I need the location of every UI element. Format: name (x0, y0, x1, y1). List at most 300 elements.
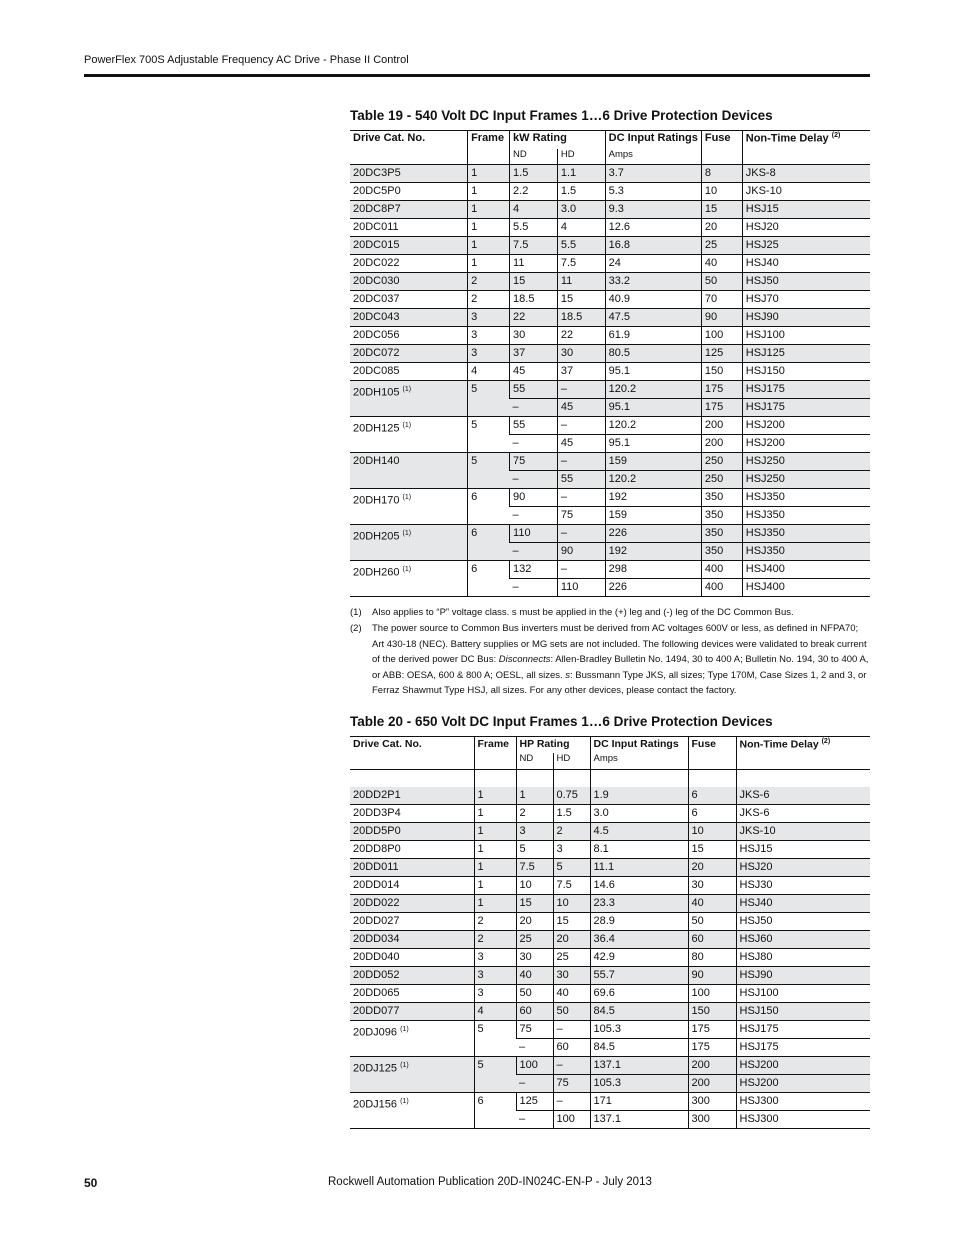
cell-fuse: 6 (688, 787, 736, 805)
fn2-part-b: : Allen-Bradley Bulletin No. 1494, 30 to 400 A; Bulletin No. 194, 30 to 400 A, or ABB: OESA, 600 & 800 A; OESL, all sizes. (372, 654, 869, 681)
cell-nd: 100 (516, 1057, 553, 1075)
footnote-ref: (2) (821, 738, 831, 745)
cell-non-time-delay: HSJ70 (742, 291, 870, 309)
cell-amps: 5.3 (605, 183, 701, 201)
cell-fuse: 100 (688, 985, 736, 1003)
cell-frame: 5 (468, 381, 510, 417)
col-header-non-time-delay (742, 131, 870, 150)
cell-hd: 110 (557, 579, 605, 597)
cell-nd: 25 (516, 931, 553, 949)
cell-nd: 2.2 (510, 183, 558, 201)
cell-fuse: 90 (688, 967, 736, 985)
cell-amps: 9.3 (605, 201, 701, 219)
cat-no: 20DD2P1 (353, 789, 401, 801)
cat-no: 20DH140 (353, 455, 400, 467)
cell-frame: 1 (468, 165, 510, 183)
cell-frame: 1 (468, 255, 510, 273)
cell-non-time-delay: HSJ90 (742, 309, 870, 327)
cat-no: 20DC030 (353, 275, 400, 287)
cell-nd: 20 (516, 913, 553, 931)
cell-fuse: 60 (688, 931, 736, 949)
cell-drive-cat-no (350, 985, 474, 1003)
cell-hd: 11 (557, 273, 605, 291)
table-row (350, 859, 870, 877)
cell-amps: 11.1 (590, 859, 688, 877)
subheader-blank (350, 753, 474, 770)
footnote-2-text (372, 621, 872, 699)
table-row (350, 1057, 870, 1075)
cell-fuse: 30 (688, 877, 736, 895)
cell-amps: 226 (605, 579, 701, 597)
cell-non-time-delay: HSJ350 (742, 525, 870, 543)
table-row (350, 823, 870, 841)
cell-frame: 1 (474, 787, 516, 805)
cell-nd: 1.5 (510, 165, 558, 183)
table-20-body (350, 787, 870, 1129)
subheader-blank (742, 149, 870, 165)
cell-hd: – (557, 561, 605, 579)
cell-fuse: 200 (701, 417, 742, 435)
subheader-hd: HD (553, 753, 590, 770)
cell-drive-cat-no (350, 291, 468, 309)
header-spacer-row (350, 770, 870, 788)
cell-amps: 120.2 (605, 381, 701, 399)
cell-non-time-delay: HSJ350 (742, 489, 870, 507)
cell-fuse: 15 (688, 841, 736, 859)
cell-fuse: 350 (701, 489, 742, 507)
cell-fuse: 350 (701, 525, 742, 543)
cell-hd: 10 (553, 895, 590, 913)
cell-nd: 37 (510, 345, 558, 363)
cell-non-time-delay: HSJ300 (736, 1111, 870, 1129)
cell-nd: 18.5 (510, 291, 558, 309)
cat-no: 20DD8P0 (353, 843, 401, 855)
cell-hd: 100 (553, 1111, 590, 1129)
cell-amps: 24 (605, 255, 701, 273)
cat-no: 20DC022 (353, 257, 400, 269)
cell-amps: 14.6 (590, 877, 688, 895)
subheader-amps: Amps (605, 149, 701, 165)
cell-non-time-delay: HSJ175 (742, 399, 870, 417)
footnote-ref: (1) (400, 1026, 409, 1033)
cell-fuse: 125 (701, 345, 742, 363)
cat-no: 20DH205 (353, 530, 400, 543)
cell-amps: 171 (590, 1093, 688, 1111)
cell-hd: 25 (553, 949, 590, 967)
cell-fuse: 350 (701, 543, 742, 561)
subheader-blank (688, 753, 736, 770)
cell-drive-cat-no (350, 913, 474, 931)
cell-hd: 40 (553, 985, 590, 1003)
cell-non-time-delay: HSJ175 (736, 1039, 870, 1057)
table-row (350, 805, 870, 823)
cell-amps: 159 (605, 453, 701, 471)
table-20 (350, 736, 870, 1129)
cat-no: 20DH170 (353, 494, 400, 507)
footnote-ref: (1) (402, 386, 412, 393)
cell-nd: 110 (510, 525, 558, 543)
cell-amps: 4.5 (590, 823, 688, 841)
table-19 (350, 130, 870, 597)
cell-nd: – (510, 471, 558, 489)
cat-no: 20DD022 (353, 897, 400, 909)
cell-drive-cat-no (350, 381, 468, 417)
table-row (350, 165, 870, 183)
cell-frame: 1 (468, 201, 510, 219)
cell-non-time-delay: HSJ125 (742, 345, 870, 363)
cell-non-time-delay: HSJ20 (742, 219, 870, 237)
cell-nd: 1 (516, 787, 553, 805)
table-row (350, 877, 870, 895)
cell-fuse: 100 (701, 327, 742, 345)
cell-nd: 15 (516, 895, 553, 913)
cell-non-time-delay: HSJ300 (736, 1093, 870, 1111)
cell-amps: 69.6 (590, 985, 688, 1003)
fn2-part-a: The power source to Common Bus inverters must be derived from AC voltages 600V or less, as defined in NFPA70; Art 430-18 (NEC). Battery supplies or MG sets are not included. The following devices were validated to break current of the derived power DC Bus: (372, 623, 867, 665)
cell-fuse: 40 (701, 255, 742, 273)
cell-drive-cat-no (350, 805, 474, 823)
cell-hd: 3.0 (557, 201, 605, 219)
cat-no: 20DD077 (353, 1005, 400, 1017)
cell-drive-cat-no (350, 787, 474, 805)
cell-drive-cat-no (350, 877, 474, 895)
table-row (350, 219, 870, 237)
cell-drive-cat-no (350, 823, 474, 841)
cell-frame: 6 (468, 561, 510, 597)
cell-amps: 47.5 (605, 309, 701, 327)
cell-non-time-delay: JKS-8 (742, 165, 870, 183)
cell-hd: 7.5 (553, 877, 590, 895)
subheader-blank (736, 753, 870, 770)
footnote-ref: (1) (402, 494, 412, 501)
cell-amps: 120.2 (605, 417, 701, 435)
cell-fuse: 50 (701, 273, 742, 291)
cell-frame: 3 (468, 327, 510, 345)
cell-drive-cat-no (350, 525, 468, 561)
cell-fuse: 200 (688, 1057, 736, 1075)
cat-no: 20DH260 (353, 566, 400, 579)
cat-no: 20DD027 (353, 915, 400, 927)
col-header-frame: Frame (474, 737, 516, 754)
cell-fuse: 400 (701, 561, 742, 579)
cell-frame: 4 (468, 363, 510, 381)
cell-hd: – (557, 489, 605, 507)
cell-nd: 22 (510, 309, 558, 327)
header-rule (84, 74, 870, 77)
cat-no: 20DD052 (353, 969, 400, 981)
cell-hd: 45 (557, 435, 605, 453)
cat-no: 20DC011 (353, 221, 399, 233)
cell-hd: 1.5 (553, 805, 590, 823)
cell-hd: – (553, 1093, 590, 1111)
cell-hd: 18.5 (557, 309, 605, 327)
cell-fuse: 150 (688, 1003, 736, 1021)
table-row (350, 967, 870, 985)
table-row (350, 525, 870, 543)
subheader-blank (474, 753, 516, 770)
spacer-cell (736, 770, 870, 788)
cat-no: 20DC3P5 (353, 167, 401, 179)
cell-nd: – (510, 579, 558, 597)
cell-hd: 2 (553, 823, 590, 841)
footnote-ref: (2) (831, 132, 841, 139)
page-number: 50 (84, 1176, 98, 1190)
cell-nd: 10 (516, 877, 553, 895)
cell-hd: 0.75 (553, 787, 590, 805)
cell-frame: 1 (468, 219, 510, 237)
spacer-cell (688, 770, 736, 788)
cell-non-time-delay: HSJ400 (742, 579, 870, 597)
cell-amps: 8.1 (590, 841, 688, 859)
cell-amps: 12.6 (605, 219, 701, 237)
table-19-title: Table 19 - 540 Volt DC Input Frames 1…6 Drive Protection Devices (350, 108, 773, 123)
cell-nd: 7.5 (510, 237, 558, 255)
col-header-frame: Frame (468, 131, 510, 150)
cell-nd: 90 (510, 489, 558, 507)
cell-non-time-delay: HSJ200 (742, 417, 870, 435)
cell-hd: 1.5 (557, 183, 605, 201)
cell-non-time-delay: HSJ250 (742, 471, 870, 489)
cell-fuse: 90 (701, 309, 742, 327)
ntd-label: Non-Time Delay (745, 132, 829, 145)
cell-fuse: 400 (701, 579, 742, 597)
cell-non-time-delay: HSJ350 (742, 507, 870, 525)
cell-non-time-delay: JKS-6 (736, 805, 870, 823)
cell-nd: 55 (510, 417, 558, 435)
cell-hd: 75 (553, 1075, 590, 1093)
col-header-fuse: Fuse (688, 737, 736, 754)
subheader-blank (701, 149, 742, 165)
cell-frame: 2 (468, 291, 510, 309)
cell-non-time-delay: HSJ15 (742, 201, 870, 219)
cell-fuse: 10 (701, 183, 742, 201)
cell-hd: 15 (557, 291, 605, 309)
cell-hd: 4 (557, 219, 605, 237)
fn2-disconnects: Disconnects (498, 654, 551, 665)
cell-nd: 2 (516, 805, 553, 823)
cell-non-time-delay: JKS-6 (736, 787, 870, 805)
spacer-cell (590, 770, 688, 788)
col-header-hp-rating: HP Rating (516, 737, 590, 754)
cell-drive-cat-no (350, 363, 468, 381)
cell-nd: 50 (516, 985, 553, 1003)
cell-amps: 137.1 (590, 1111, 688, 1129)
cell-fuse: 70 (701, 291, 742, 309)
cell-non-time-delay: HSJ40 (736, 895, 870, 913)
cell-amps: 80.5 (605, 345, 701, 363)
cell-drive-cat-no (350, 219, 468, 237)
table-row (350, 453, 870, 471)
cell-amps: 1.9 (590, 787, 688, 805)
cell-hd: 60 (553, 1039, 590, 1057)
col-header-fuse: Fuse (701, 131, 742, 150)
cell-drive-cat-no (350, 1003, 474, 1021)
cell-amps: 95.1 (605, 399, 701, 417)
cell-drive-cat-no (350, 895, 474, 913)
table-row (350, 913, 870, 931)
cell-drive-cat-no (350, 327, 468, 345)
spacer-cell (516, 770, 553, 788)
cell-nd: 75 (510, 453, 558, 471)
footnote-2 (350, 621, 872, 699)
table-row (350, 345, 870, 363)
cell-amps: 120.2 (605, 471, 701, 489)
cell-frame: 1 (468, 183, 510, 201)
cell-amps: 105.3 (590, 1021, 688, 1039)
cell-amps: 33.2 (605, 273, 701, 291)
cell-hd: 20 (553, 931, 590, 949)
cell-hd: – (557, 453, 605, 471)
cell-drive-cat-no (350, 489, 468, 525)
cat-no: 20DD014 (353, 879, 400, 891)
table-19-body (350, 165, 870, 597)
cell-frame: 2 (474, 931, 516, 949)
cell-non-time-delay: HSJ30 (736, 877, 870, 895)
table-row (350, 1003, 870, 1021)
cell-frame: 3 (468, 345, 510, 363)
table-row (350, 985, 870, 1003)
cell-amps: 40.9 (605, 291, 701, 309)
table-row (350, 273, 870, 291)
cat-no: 20DC043 (353, 311, 400, 323)
cell-fuse: 6 (688, 805, 736, 823)
table-row (350, 949, 870, 967)
cell-hd: 5.5 (557, 237, 605, 255)
cat-no: 20DD040 (353, 951, 400, 963)
cell-non-time-delay: HSJ400 (742, 561, 870, 579)
cell-amps: 23.3 (590, 895, 688, 913)
cell-amps: 226 (605, 525, 701, 543)
cell-fuse: 200 (688, 1075, 736, 1093)
cell-nd: 15 (510, 273, 558, 291)
cell-hd: – (557, 381, 605, 399)
cell-nd: 7.5 (516, 859, 553, 877)
cell-frame: 1 (474, 877, 516, 895)
cell-nd: 60 (516, 1003, 553, 1021)
cell-nd: – (510, 435, 558, 453)
cell-non-time-delay: JKS-10 (736, 823, 870, 841)
table-row (350, 201, 870, 219)
cell-nd: – (516, 1111, 553, 1129)
cell-drive-cat-no (350, 1021, 474, 1057)
cat-no: 20DC085 (353, 365, 400, 377)
spacer-cell (350, 770, 474, 788)
cell-hd: 90 (557, 543, 605, 561)
table-row (350, 363, 870, 381)
table-row (350, 1093, 870, 1111)
cell-nd: 4 (510, 201, 558, 219)
cell-nd: – (510, 399, 558, 417)
cell-frame: 5 (474, 1057, 516, 1093)
cat-no: 20DC037 (353, 293, 400, 305)
footnote-1-text: Also applies to “P” voltage class. s must be applied in the (+) leg and (-) leg of the DC Common Bus. (372, 607, 794, 618)
table-row (350, 381, 870, 399)
cat-no: 20DH125 (353, 422, 400, 435)
cell-fuse: 80 (688, 949, 736, 967)
spacer-cell (553, 770, 590, 788)
cell-hd: 37 (557, 363, 605, 381)
table-row (350, 291, 870, 309)
fn2-s: s (565, 669, 571, 681)
table-row (350, 841, 870, 859)
cell-nd: 5.5 (510, 219, 558, 237)
cat-no: 20DJ125 (353, 1062, 398, 1075)
cell-fuse: 350 (701, 507, 742, 525)
cell-amps: 3.0 (590, 805, 688, 823)
cell-amps: 84.5 (590, 1003, 688, 1021)
cell-nd: 45 (510, 363, 558, 381)
cell-hd: 5 (553, 859, 590, 877)
cell-nd: 75 (516, 1021, 553, 1039)
col-header-drive-cat-no: Drive Cat. No. (350, 131, 468, 150)
cell-nd: 5 (516, 841, 553, 859)
cell-hd: 55 (557, 471, 605, 489)
cell-fuse: 175 (701, 381, 742, 399)
cell-nd: 11 (510, 255, 558, 273)
cell-frame: 2 (474, 913, 516, 931)
cell-drive-cat-no (350, 417, 468, 453)
cell-drive-cat-no (350, 859, 474, 877)
cell-non-time-delay: HSJ200 (736, 1057, 870, 1075)
cell-amps: 95.1 (605, 363, 701, 381)
table-row (350, 787, 870, 805)
table-row (350, 309, 870, 327)
cat-no: 20DC015 (353, 239, 400, 251)
cell-non-time-delay: HSJ15 (736, 841, 870, 859)
cell-frame: 1 (474, 805, 516, 823)
footnote-ref: (1) (402, 422, 412, 429)
cell-frame: 3 (474, 949, 516, 967)
table-row (350, 561, 870, 579)
cell-fuse: 15 (701, 201, 742, 219)
cell-amps: 105.3 (590, 1075, 688, 1093)
cell-nd: 3 (516, 823, 553, 841)
cell-fuse: 20 (701, 219, 742, 237)
cell-hd: 45 (557, 399, 605, 417)
cell-fuse: 300 (688, 1111, 736, 1129)
footnote-1 (350, 605, 872, 621)
table-row (350, 1021, 870, 1039)
footnote-1-number: (1) (350, 607, 362, 618)
cell-drive-cat-no (350, 841, 474, 859)
cell-frame: 5 (474, 1021, 516, 1057)
cell-non-time-delay: HSJ200 (742, 435, 870, 453)
cell-drive-cat-no (350, 183, 468, 201)
footnote-ref: (1) (400, 1098, 409, 1105)
cell-drive-cat-no (350, 255, 468, 273)
cell-non-time-delay: HSJ350 (742, 543, 870, 561)
table-row (350, 895, 870, 913)
col-header-drive-cat-no: Drive Cat. No. (350, 737, 474, 754)
running-header: PowerFlex 700S Adjustable Frequency AC Drive - Phase II Control (84, 54, 409, 66)
cell-frame: 2 (468, 273, 510, 291)
cell-fuse: 150 (701, 363, 742, 381)
cell-amps: 36.4 (590, 931, 688, 949)
cell-amps: 42.9 (590, 949, 688, 967)
cell-fuse: 20 (688, 859, 736, 877)
cell-drive-cat-no (350, 273, 468, 291)
cell-non-time-delay: JKS-10 (742, 183, 870, 201)
cell-frame: 1 (474, 841, 516, 859)
cell-amps: 192 (605, 489, 701, 507)
subheader-blank (468, 149, 510, 165)
cat-no: 20DC072 (353, 347, 400, 359)
cat-no: 20DD034 (353, 933, 400, 945)
cell-nd: – (510, 543, 558, 561)
footnote-ref: (1) (400, 1062, 409, 1069)
cell-frame: 1 (474, 895, 516, 913)
cell-fuse: 250 (701, 453, 742, 471)
